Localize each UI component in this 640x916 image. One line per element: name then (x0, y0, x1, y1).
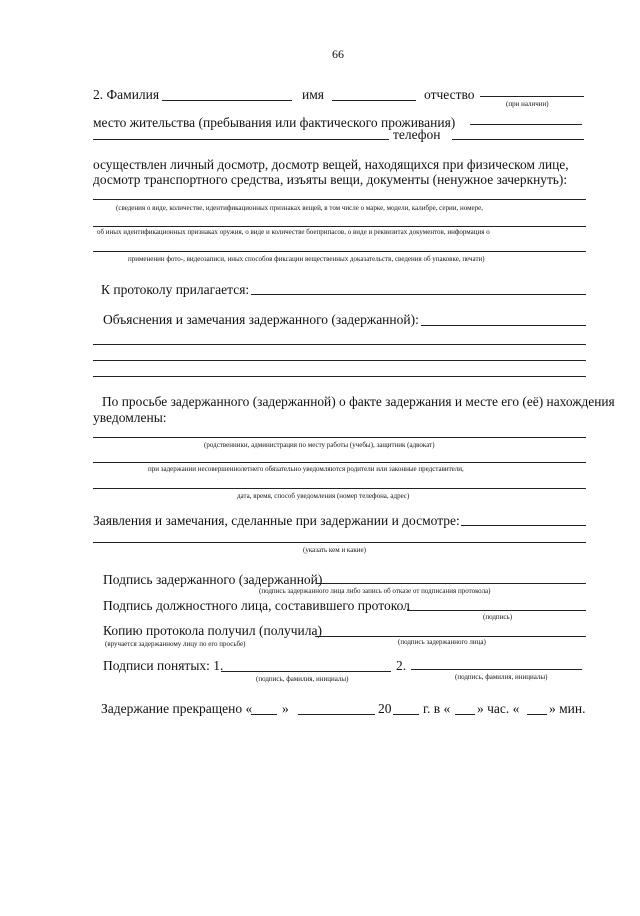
witness-2-label: 2. (396, 658, 407, 673)
residence-label: место жительства (пребывания или фактического проживания) (93, 115, 456, 130)
search-line-1: осуществлен личный досмотр, досмотр вещей, находящихся при физическом лице, (93, 157, 569, 172)
residence-field-2[interactable] (93, 139, 389, 140)
copy-hint-left: (вручается задержанному лицу по его просьбе) (105, 640, 246, 648)
explanations-label: Объяснения и замечания задержанного (задержанной): (103, 312, 419, 327)
witness-1-hint: (подпись, фамилия, инициалы) (256, 675, 349, 683)
end-p4: » час. « (477, 701, 520, 716)
attached-label: К протоколу прилагается: (101, 282, 250, 297)
search-field-2[interactable] (93, 226, 586, 227)
witness-2-field[interactable] (411, 669, 582, 670)
notify-field-1[interactable] (93, 437, 586, 438)
statements-field-1[interactable] (461, 525, 586, 526)
end-hour-field[interactable] (455, 714, 475, 715)
official-signature-label: Подпись должностного лица, составившего протокол (103, 598, 410, 613)
witness-2-hint: (подпись, фамилия, инициалы) (455, 673, 548, 681)
surname-label: 2. Фамилия (93, 87, 160, 102)
explanations-field-1[interactable] (421, 325, 586, 326)
end-p3: г. в « (423, 701, 451, 716)
official-signature-field[interactable] (407, 610, 586, 611)
official-signature-hint: (подпись) (483, 613, 513, 621)
notify-hint-3: дата, время, способ уведомления (номер телефона, адрес) (237, 492, 410, 500)
patronymic-label: отчество (424, 87, 475, 102)
notify-line-2: уведомлены: (93, 410, 167, 425)
detained-signature-field[interactable] (317, 583, 586, 584)
surname-field[interactable] (162, 100, 292, 101)
statements-field-2[interactable] (93, 542, 586, 543)
end-label: Задержание прекращено « (101, 701, 253, 716)
attached-field[interactable] (251, 294, 586, 295)
page-number: 66 (332, 47, 344, 61)
statements-label: Заявления и замечания, сделанные при задержании и досмотре: (93, 513, 460, 528)
detained-signature-hint: (подпись задержанного лица либо запись об отказе от подписания протокола) (259, 587, 491, 595)
end-p5: » мин. (549, 701, 586, 716)
patronymic-field[interactable] (480, 96, 584, 97)
search-line-2: досмотр транспортного средства, изъяты вещи, документы (ненужное зачеркнуть): (93, 172, 568, 187)
residence-field[interactable] (470, 124, 582, 125)
if-any-hint: (при наличии) (506, 100, 549, 108)
notify-field-2[interactable] (93, 462, 586, 463)
phone-field[interactable] (452, 139, 584, 140)
notify-hint-2: при задержании несовершеннолетнего обязательно уведомляются родители или законные представители, (148, 465, 464, 473)
notify-hint-1: (родственники, администрация по месту работы (учебы), защитник (адвокат) (204, 441, 435, 449)
end-p2: 20 (378, 701, 392, 716)
explanations-field-4[interactable] (93, 376, 586, 377)
explanations-field-2[interactable] (93, 344, 586, 345)
copy-hint-right: (подпись задержанного лица) (398, 638, 486, 646)
end-year-field[interactable] (393, 714, 419, 715)
search-field-3[interactable] (93, 251, 586, 252)
witnesses-label: Подписи понятых: 1. (103, 658, 224, 673)
end-month-field[interactable] (298, 714, 375, 715)
search-hint-3: применении фото-, видеозаписи, иных способов фиксации вещественных доказательств, сведения об упаковке, печати) (128, 255, 485, 263)
name-label: имя (302, 87, 324, 102)
detained-signature-label: Подпись задержанного (задержанной) (103, 572, 323, 587)
search-field-1[interactable] (93, 199, 586, 200)
end-p1: » (282, 701, 289, 716)
copy-received-label: Копию протокола получил (получила) (103, 623, 322, 638)
notify-field-3[interactable] (93, 488, 586, 489)
end-minute-field[interactable] (527, 714, 547, 715)
copy-received-field[interactable] (315, 636, 586, 637)
statements-hint: (указать кем и какие) (303, 546, 366, 554)
notify-line-1: По просьбе задержанного (задержанной) о факте задержания и месте его (её) нахождения (102, 394, 615, 409)
name-field[interactable] (332, 100, 416, 101)
witness-1-field[interactable] (221, 671, 391, 672)
phone-label: телефон (393, 127, 441, 142)
explanations-field-3[interactable] (93, 360, 586, 361)
search-hint-1: (сведения о виде, количестве, идентификационных признаках вещей, в том числе о марке, модели, калибре, серии, номере, (116, 204, 483, 212)
search-hint-2: об иных идентификационных признаках оружия, о виде и количестве боеприпасов, о виде и реквизитах документов, информация о (97, 228, 490, 236)
end-day-field[interactable] (251, 714, 277, 715)
